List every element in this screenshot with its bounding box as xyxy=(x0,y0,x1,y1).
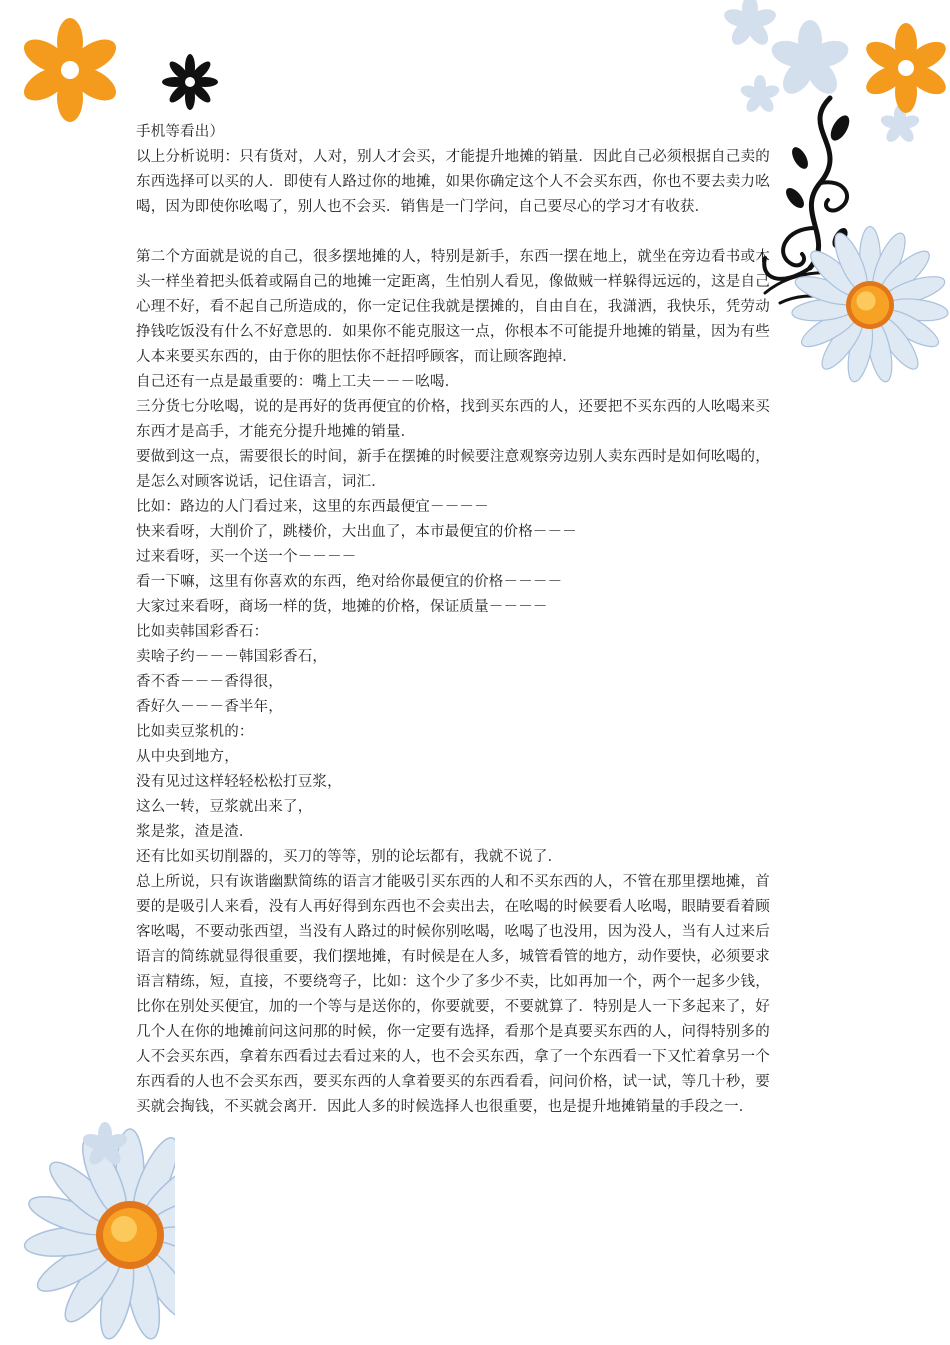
paragraph: 还有比如买切削器的，买刀的等等，别的论坛都有，我就不说了． xyxy=(136,849,563,865)
black-flower-icon xyxy=(160,52,220,112)
paragraph: 看一下嘛，这里有你喜欢的东西，绝对给你最便宜的价格－－－－ xyxy=(136,574,563,590)
paragraph: 过来看呀，买一个送一个－－－－ xyxy=(136,549,357,565)
paragraph: 快来看呀，大削价了，跳楼价，大出血了，本市最便宜的价格－－－ xyxy=(136,524,577,540)
orange-flower-icon xyxy=(18,18,122,122)
paragraph: 香好久－－－香半年， xyxy=(136,699,283,715)
document-body xyxy=(136,120,770,1120)
paragraph: 比如卖豆浆机的： xyxy=(136,724,254,740)
paragraph: 香不香－－－香得很， xyxy=(136,674,283,690)
paragraph: 这么一转，豆浆就出来了， xyxy=(136,799,313,815)
paragraph: 自己还有一点是最重要的：嘴上工夫－－－吆喝． xyxy=(136,374,460,390)
paragraph: 以上分析说明：只有货对，人对，别人才会买，才能提升地摊的销量．因此自己必须根据自己卖的东西选择可以买的人．即使有人路过你的地摊，如果你确定这个人不会买东西，你也不要去卖力吆喝，因为即使你吆喝了，别人也不会买．销售是一门学问，自己要尽心的学习才有收获． xyxy=(136,149,770,215)
daisy-icon xyxy=(790,205,950,405)
paragraph: 总上所说，只有诙谐幽默简练的语言才能吸引买东西的人和不买东西的人，不管在那里摆地摊，首要的是吸引人来看，没有人再好得到东西也不会卖出去，在吆喝的时候要看人吆喝，眼睛要看着顾客吆喝，不要动张西望，当没有人路过的时候你别吆喝，吆喝了也没用，因为没人，当有人过来后语言的简练就显得很重要，我们摆地摊，有时候是在人多，城管看管的地方，动作要快，必须要求语言精练，短，直接，不要绕弯子，比如：这个少了多少不卖，比如再加一个，两个一起多少钱，比你在别处买便宜，加的一个等与是送你的，你要就要，不要就算了．特别是人一下多起来了，好几个人在你的地摊前问这问那的时候，你一定要有选择，看那个是真要买东西的人，问得特别多的人不会买东西，拿着东西看过去看过来的人，也不会买东西，拿了一个东西看一下又忙着拿另一个东西看的人也不会买东西，要买东西的人拿着要买的东西看看，问问价格，试一试，等几十秒，要买就会掏钱，不买就会离开．因此人多的时候选择人也很重要，也是提升地摊销量的手段之一． xyxy=(136,874,770,1115)
paragraph: 比如卖韩国彩香石： xyxy=(136,624,269,640)
paragraph: 没有见过这样轻轻松松打豆浆， xyxy=(136,774,342,790)
paragraph: 要做到这一点，需要很长的时间，新手在摆摊的时候要注意观察旁边别人卖东西时是如何吆喝的，是怎么对顾客说话，记住语言，词汇． xyxy=(136,449,770,490)
paragraph: 从中央到地方， xyxy=(136,749,239,765)
paragraph: 大家过来看呀，商场一样的货，地摊的价格，保证质量－－－－ xyxy=(136,599,548,615)
blue-flower-icon xyxy=(80,1120,130,1170)
paragraph: 三分货七分吆喝，说的是再好的货再便宜的价格，找到买东西的人，还要把不买东西的人吆喝来买东西才是高手，才能充分提升地摊的销量． xyxy=(136,399,770,440)
paragraph: 第二个方面就是说的自己，很多摆地摊的人，特别是新手，东西一摆在地上，就坐在旁边看书或木头一样坐着把头低着或隔自己的地摊一定距离，生怕别人看见，像做贼一样躲得远远的，这是自己心理不好，看不起自己所造成的，你一定记住我就是摆摊的，自由自在，我潇洒，我快乐，凭劳动挣钱吃饭没有什么不好意思的．如果你不能克服这一点，你根本不可能提升地摊的销量，因为有些人本来要买东西的，由于你的胆怯你不赶招呼顾客，而让顾客跑掉． xyxy=(136,249,770,365)
paragraph: 手机等看出） xyxy=(136,124,225,140)
paragraph: 浆是浆，渣是渣． xyxy=(136,824,254,840)
paragraph: 卖啥子约－－－韩国彩香石， xyxy=(136,649,328,665)
paragraph: 比如：路边的人门看过来，这里的东西最便宜－－－－ xyxy=(136,499,489,515)
